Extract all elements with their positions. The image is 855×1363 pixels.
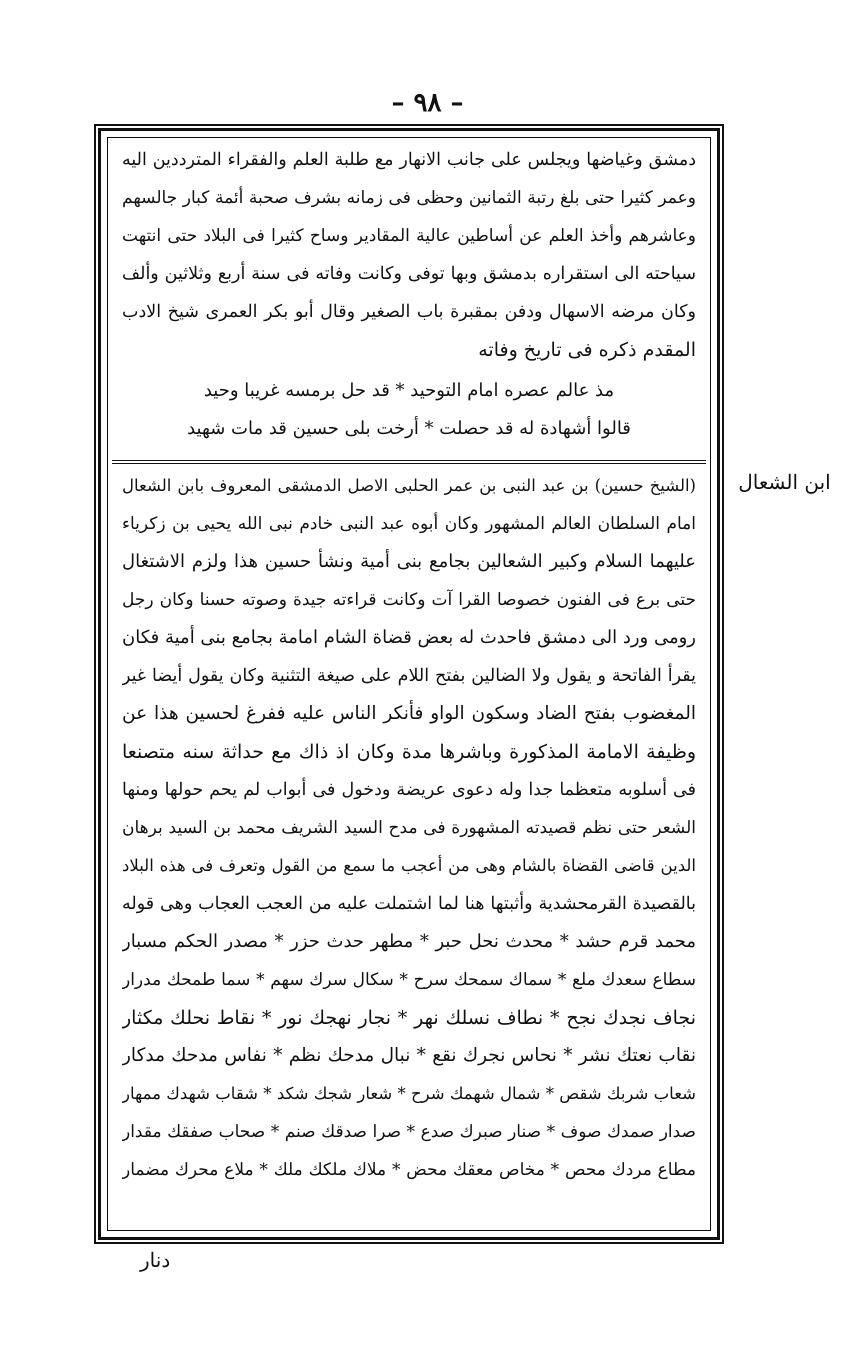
catchword: دنار [140, 1248, 171, 1272]
text-line: عليهما السلام وكبير الشعالين بجامع بنى أمية ونشأ حسين هذا ولزم الاشتغال [122, 551, 696, 572]
text-line: دمشق وغياضها ويجلس على جانب الانهار مع طلبة العلم والفقراء المترددين اليه [122, 150, 696, 170]
text-line: امام السلطان العالم المشهور وكان أبوه عبد النبى خادم نبى الله يحيى بن زكرياء [122, 514, 696, 534]
section-divider [112, 460, 706, 464]
text-line: المغضوب بفتح الضاد وسكون الواو فأنكر الناس عليه ففرغ لحسين هذا عن [122, 703, 696, 724]
margin-note: ابن الشعال [738, 470, 831, 494]
text-line: وظيفة الامامة المذكورة وباشرها مدة وكان اذ ذاك مع حداثة سنه متصنعا [122, 741, 696, 763]
text-line: وكان مرضه الاسهال ودفن بمقبرة باب الصغير وقال أبو بكر العمرى شيخ الادب [122, 302, 696, 322]
text-line: (الشيخ حسين) بن عبد النبى بن عمر الحلبى الاصل الدمشقى المعروف بابن الشعال [122, 476, 696, 495]
text-line: رومى ورد الى دمشق فاحدث له بعض قضاة الشام امامة بجامع بنى أمية فكان [122, 627, 696, 648]
text-line: صدار صمدك صوف * صنار صبرك صدع * صرا صدقك صنم * صحاب صفقك مقدار [122, 1122, 696, 1142]
text-line: سياحته الى استقراره بدمشق وبها توفى وكانت وفاته فى سنة أربع وثلاثين وألف [122, 264, 696, 284]
text-line: وعمر كثيرا حتى بلغ رتبة الثمانين وحظى فى زمانه بشرف صحبة أئمة كبار جالسهم [122, 188, 696, 208]
text-line: مطاع مردك محص * مخاص معقك محض * ملاك ملكك ملك * ملاع محرك مضمار [122, 1160, 696, 1180]
text-line: الدين قاضى القضاة بالشام وهى من أعجب ما سمع من القول وتعرف فى هذه البلاد [122, 856, 696, 875]
text-line: الشعر حتى نظم قصيدته المشهورة فى مدح السيد الشريف محمد بن السيد برهان [122, 818, 696, 838]
text-line: يقرأ الفاتحة و يقول ولا الضالين بفتح اللام على صيغة التثنية وكان يقول أيضا غير [122, 666, 696, 686]
page-frame [98, 128, 720, 1240]
text-line: نقاب نعتك نشر * نحاس نجرك نقع * نبال مدحك نظم * نفاس مدحك مدكار [122, 1045, 696, 1066]
text-line: المقدم ذكره فى تاريخ وفاته [478, 339, 696, 361]
page-number: – ٩٨ – [391, 88, 464, 118]
text-line: وعاشرهم وأخذ العلم عن أساطين عالية المقادير وساح كثيرا فى البلاد حتى انتهت [122, 226, 696, 246]
text-line: نجاف نجدك نجح * نطاف نسلك نهر * نجار نهجك نور * نقاط نحلك مكثار [122, 1007, 696, 1029]
page-frame-inner [107, 137, 711, 1231]
text-line: بالقصيدة القرمحشدية وأثبتها هنا لما اشتملت عليه من العجب العجاب وهى قوله [122, 894, 696, 914]
text-line: حتى برع فى الفنون خصوصا القرا آت وكانت قراءته جيدة وصوته حسنا وكان رجل [122, 590, 696, 610]
verse-line: مذ عالم عصره امام التوحيد * قد حل برمسه غريبا وحيد [203, 380, 615, 401]
text-line: سطاع سعدك ملع * سماك سمحك سرح * سكال سرك سهم * سما طمحك مدرار [122, 970, 696, 990]
verse-line: قالوا أشهادة له قد حصلت * أرخت بلى حسين قد مات شهيد [187, 418, 631, 439]
text-line: فى أسلوبه متعظما جدا وله دعوى عريضة ودخول فى أبواب لم يحم حولها ومنها [122, 780, 696, 800]
text-line: محمد قرم حشد * محدث نحل حبر * مطهر حدث حزر * مصدر الحكم مسبار [122, 931, 696, 952]
text-line: شعاب شربك شقص * شمال شهمك شرح * شعار شجك شكد * شقاب شهدك ممهار [122, 1084, 696, 1103]
